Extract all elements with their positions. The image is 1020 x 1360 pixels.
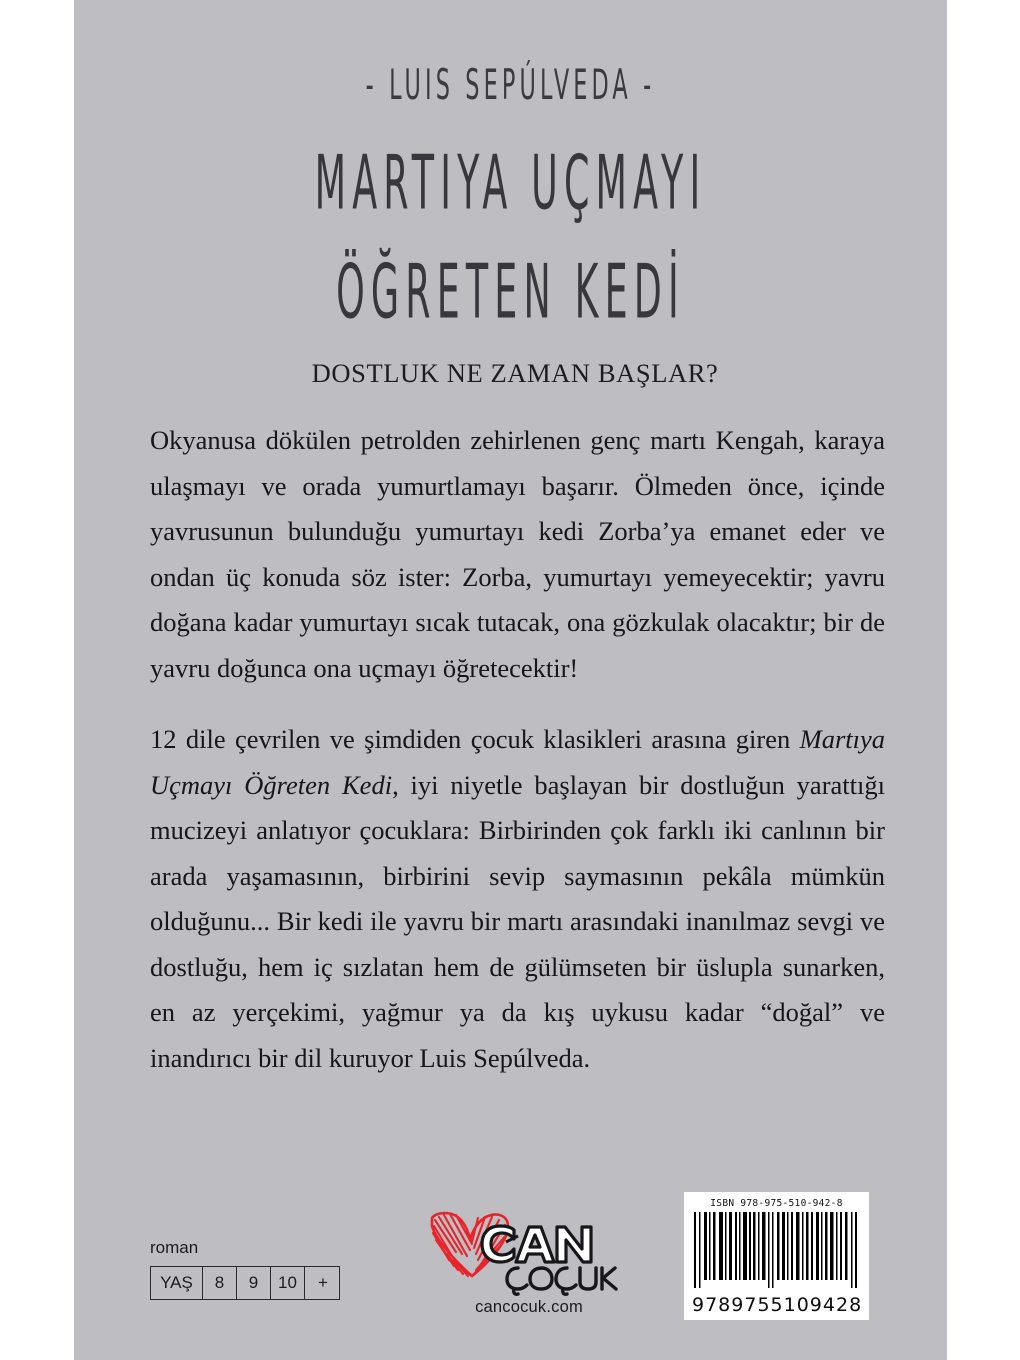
barcode-digit-group-3: 109428: [783, 1294, 863, 1316]
title-block: [74, 62, 947, 336]
book-title-line-1: MARTIYA UÇMAYI: [314, 139, 707, 227]
barcode-digits: [690, 1293, 863, 1316]
age-box-value-10: 10: [271, 1267, 305, 1299]
age-box-plus: +: [318, 1273, 328, 1292]
isbn-text: ISBN 978-975-510-942-8: [710, 1198, 843, 1209]
author-name: - LUIS SEPÚLVEDA -: [365, 62, 656, 111]
book-title-line-2: ÖĞRETEN KEDİ: [336, 248, 685, 336]
age-box-label: YAŞ: [151, 1267, 203, 1299]
can-cocuk-logo-svg: [426, 1208, 626, 1296]
barcode-bars: [690, 1212, 863, 1288]
blurb-p2-rest: , iyi niyetle başlayan bir dostluğun yarattığı mucizeyi anlatıyor çocuklara: Birbirinden çok farklı iki canlının bir arada yaşamasının, birbirini sevip saymasının pekâla mümkün olduğunu... Bir kedi ile yavru bir martı arasındaki inanılmaz sevgi ve dostluğu, hem iç sızlatan hem de gülümseten bir üslupla sunarken, en az yerçekimi, yağmur ya da kış uykusu kadar “doğal” ve inandırıcı bir dil kuruyor Luis Sepúlveda.: [150, 769, 885, 1073]
barcode-digit-group-2: 789755: [705, 1294, 784, 1316]
age-box-value-9: 9: [237, 1267, 271, 1299]
genre-label: roman: [150, 1238, 199, 1257]
genre-and-age-block: [150, 1238, 380, 1300]
blurb-text: [150, 418, 885, 1081]
publisher-logo-block: [426, 1208, 626, 1338]
blurb-book-title: Martıya Uçmayı Öğreten Kedi: [150, 724, 885, 800]
cover-footer: [74, 1180, 947, 1360]
publisher-url: cancocuk.com: [475, 1298, 583, 1316]
can-cocuk-logo: [426, 1208, 626, 1296]
age-box-value-8: 8: [203, 1267, 237, 1299]
isbn-barcode: [684, 1192, 869, 1320]
barcode-digit-group-1: 9: [692, 1294, 706, 1316]
cocuk-wordmark: [507, 1268, 616, 1294]
lede-heading: DOSTLUK NE ZAMAN BAŞLAR?: [311, 358, 719, 388]
heart-icon: [432, 1213, 508, 1276]
blurb-p2-lead: 12 dile çevrilen ve şimdiden çocuk klasikleri arasına giren: [150, 724, 800, 754]
book-back-cover: [74, 0, 947, 1360]
age-rating-box: [150, 1266, 340, 1300]
blurb-paragraph-1: Okyanusa dökülen petrolden zehirlenen genç martı Kengah, karaya ulaşmayı ve orada yumurtlamayı başarır. Ölmeden önce, içinde yavrusunun bulunduğu yumurtayı kedi Zorba’ya emanet eder ve ondan üç konuda söz ister: Zorba, yumurtayı yemeyecektir; yavru doğana kadar yumurtayı sıcak tutacak, ona gözkulak olacaktır; bir de yavru doğunca ona uçmayı öğretecektir!: [150, 425, 885, 683]
blurb-paragraph-2: [150, 717, 885, 1081]
